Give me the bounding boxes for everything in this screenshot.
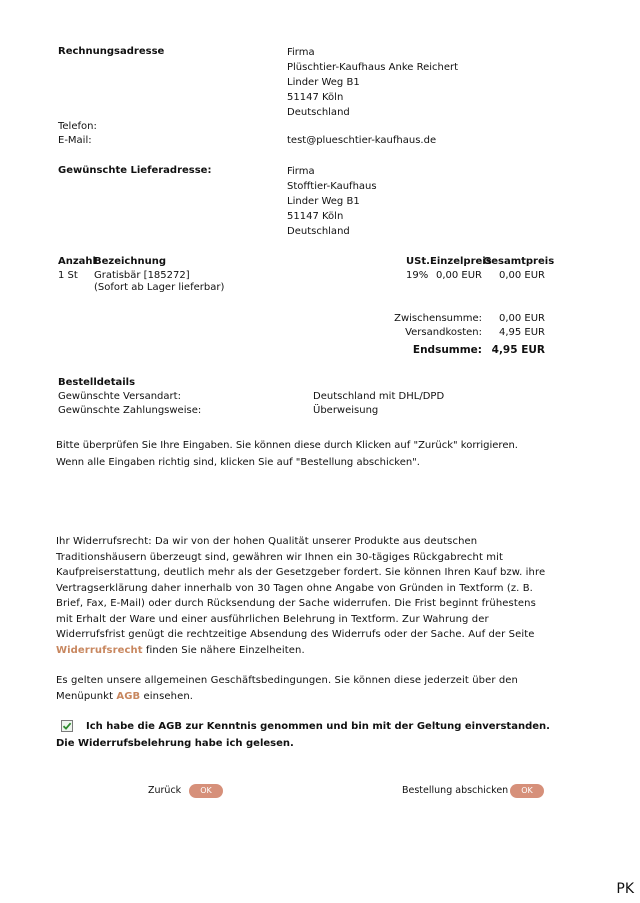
terms-suffix: einsehen. — [143, 690, 194, 702]
shipping-line: 51147 Köln — [287, 211, 344, 222]
billing-line: Linder Weg B1 — [287, 77, 360, 88]
billing-line: 51147 Köln — [287, 92, 344, 103]
shipping-line: Stofftier-Kaufhaus — [287, 181, 377, 192]
item-availability: (Sofort ab Lager lieferbar) — [94, 282, 225, 293]
col-qty-header: Anzahl — [58, 256, 96, 267]
billing-heading: Rechnungsadresse — [58, 46, 165, 57]
terms-paragraph — [56, 673, 546, 704]
shipping-method-label: Gewünschte Versandart: — [58, 391, 181, 402]
agree-label[interactable]: Ich habe die AGB zur Kenntnis genommen und bin mit der Geltung einverstanden. Die Widerrufsbelehrung habe ich gelesen. — [56, 721, 550, 749]
billing-address-block — [287, 45, 458, 120]
corner-mark: PK — [616, 881, 634, 897]
col-total-header: Gesamtpreis — [483, 256, 555, 267]
email-value: test@plueschtier-kaufhaus.de — [287, 135, 437, 146]
col-unit-header: Einzelpreis — [430, 256, 492, 267]
agb-link[interactable]: AGB — [116, 690, 141, 702]
back-label: Zurück — [148, 785, 182, 796]
billing-line: Firma — [287, 47, 315, 58]
billing-line: Plüschtier-Kaufhaus Anke Reichert — [287, 62, 459, 73]
shipping-heading: Gewünschte Lieferadresse: — [58, 165, 212, 176]
billing-line: Deutschland — [287, 107, 350, 118]
item-vat: 19% — [406, 270, 429, 281]
payment-method-label: Gewünschte Zahlungsweise: — [58, 405, 202, 416]
grand-total-label: Endsumme: — [412, 344, 482, 356]
shipping-cost-value: 4,95 EUR — [498, 327, 545, 338]
back-button[interactable]: OK — [189, 784, 223, 798]
subtotal-value: 0,00 EUR — [498, 313, 545, 324]
phone-label: Telefon: — [58, 121, 97, 132]
col-desc-header: Bezeichnung — [94, 256, 166, 267]
shipping-line: Deutschland — [287, 226, 350, 237]
shipping-address-block — [287, 164, 377, 239]
grand-total-value: 4,95 EUR — [491, 344, 545, 356]
submit-order-button[interactable]: OK — [510, 784, 544, 798]
withdrawal-text: Ihr Widerrufsrecht: Da wir von der hohen Qualität unserer Produkte aus deutschen Traditionshäusern überzeugt sind, gewähren wir Ihnen ein 30-tägiges Rückgabrecht mit Kaufpreiserstattung, deutlich mehr als der Gesetzgeber fordert. Sie können Ihren Kauf bzw. ihre Vertragserklärung daher innerhalb von 30 Tagen ohne Angabe von Gründen in Textform (z. B. Brief, Fax, E-Mail) oder durch Rücksendung der Sache widerrufen. Die Frist beginnt frühestens mit Erhalt der Ware und einer ausführlichen Belehrung in Textform. Zur Wahrung der Widerrufsfrist genügt die rechtzeitige Absendung des Widerrufs oder der Sache. Auf der Seite — [56, 536, 546, 640]
shipping-method-value: Deutschland mit DHL/DPD — [313, 391, 445, 402]
col-vat-header: USt. — [406, 256, 430, 267]
withdrawal-link[interactable]: Widerrufsrecht — [56, 644, 143, 656]
submit-label: Bestellung abschicken — [402, 785, 509, 796]
item-description: Gratisbär [185272] — [94, 270, 190, 281]
item-unit-price: 0,00 EUR — [435, 270, 482, 281]
subtotal-label: Zwischensumme: — [394, 313, 482, 324]
item-qty: 1 St — [58, 270, 78, 281]
withdrawal-paragraph — [56, 534, 546, 658]
payment-method-value: Überweisung — [313, 405, 379, 416]
shipping-line: Firma — [287, 166, 315, 177]
email-label: E-Mail: — [58, 135, 92, 146]
shipping-line: Linder Weg B1 — [287, 196, 360, 207]
shipping-cost-label: Versandkosten: — [405, 327, 482, 338]
item-total-price: 0,00 EUR — [498, 270, 545, 281]
notice-line-1: Bitte überprüfen Sie Ihre Eingaben. Sie können diese durch Klicken auf "Zurück" korrigieren. — [56, 440, 518, 451]
notice-line-2: Wenn alle Eingaben richtig sind, klicken Sie auf "Bestellung abschicken". — [56, 457, 420, 468]
order-details-heading: Bestelldetails — [58, 377, 136, 388]
withdrawal-suffix: finden Sie nähere Einzelheiten. — [145, 644, 305, 656]
terms-text: Es gelten unsere allgemeinen Geschäftsbedingungen. Sie können diese jederzeit über den Menüpunkt — [56, 675, 518, 702]
